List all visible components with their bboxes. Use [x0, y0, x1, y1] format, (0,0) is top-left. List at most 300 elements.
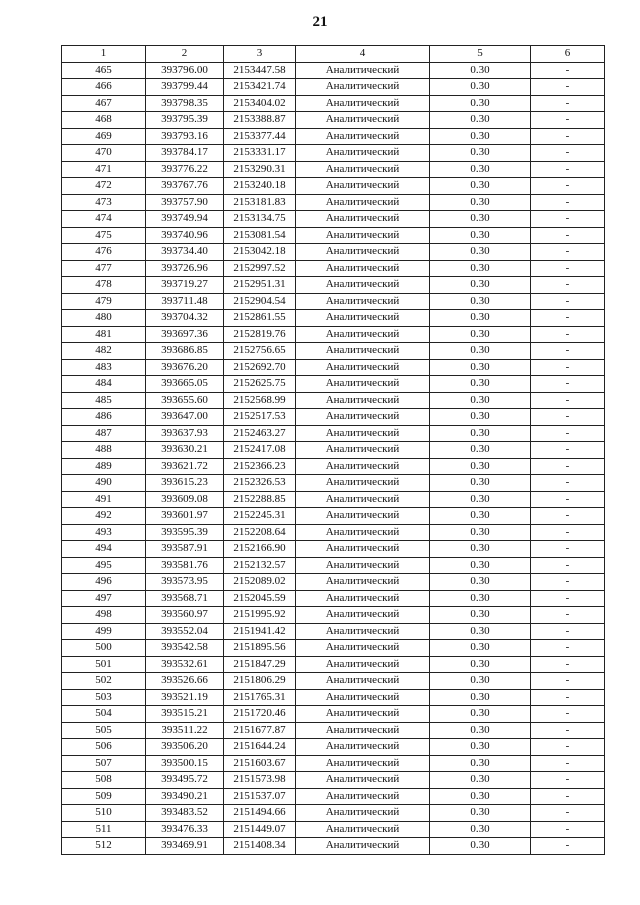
table-row	[62, 508, 605, 525]
method-cell: Аналитический	[296, 293, 430, 310]
y-coordinate-cell: 2151408.34	[224, 838, 296, 855]
method-cell: Аналитический	[296, 772, 430, 789]
point-number-cell: 488	[62, 442, 146, 459]
accuracy-cell: 0.30	[430, 260, 531, 277]
point-number-cell: 509	[62, 788, 146, 805]
accuracy-cell: 0.30	[430, 112, 531, 129]
accuracy-cell: 0.30	[430, 277, 531, 294]
point-number-cell: 499	[62, 623, 146, 640]
y-coordinate-cell: 2152166.90	[224, 541, 296, 558]
point-number-cell: 506	[62, 739, 146, 756]
table-row	[62, 326, 605, 343]
x-coordinate-cell: 393511.22	[146, 722, 224, 739]
accuracy-cell: 0.30	[430, 145, 531, 162]
x-coordinate-cell: 393740.96	[146, 227, 224, 244]
x-coordinate-cell: 393552.04	[146, 623, 224, 640]
column-header-3: 3	[224, 46, 296, 63]
y-coordinate-cell: 2153081.54	[224, 227, 296, 244]
x-coordinate-cell: 393767.76	[146, 178, 224, 195]
method-cell: Аналитический	[296, 491, 430, 508]
accuracy-cell: 0.30	[430, 755, 531, 772]
note-cell: -	[531, 557, 605, 574]
y-coordinate-cell: 2152045.59	[224, 590, 296, 607]
method-cell: Аналитический	[296, 475, 430, 492]
accuracy-cell: 0.30	[430, 673, 531, 690]
method-cell: Аналитический	[296, 508, 430, 525]
y-coordinate-cell: 2152517.53	[224, 409, 296, 426]
accuracy-cell: 0.30	[430, 524, 531, 541]
column-header-2: 2	[146, 46, 224, 63]
accuracy-cell: 0.30	[430, 772, 531, 789]
y-coordinate-cell: 2151644.24	[224, 739, 296, 756]
x-coordinate-cell: 393726.96	[146, 260, 224, 277]
y-coordinate-cell: 2153042.18	[224, 244, 296, 261]
x-coordinate-cell: 393704.32	[146, 310, 224, 327]
accuracy-cell: 0.30	[430, 508, 531, 525]
method-cell: Аналитический	[296, 326, 430, 343]
method-cell: Аналитический	[296, 838, 430, 855]
point-number-cell: 484	[62, 376, 146, 393]
point-number-cell: 482	[62, 343, 146, 360]
method-cell: Аналитический	[296, 640, 430, 657]
note-cell: -	[531, 211, 605, 228]
method-cell: Аналитический	[296, 623, 430, 640]
accuracy-cell: 0.30	[430, 838, 531, 855]
y-coordinate-cell: 2153331.17	[224, 145, 296, 162]
point-number-cell: 502	[62, 673, 146, 690]
point-number-cell: 508	[62, 772, 146, 789]
point-number-cell: 483	[62, 359, 146, 376]
accuracy-cell: 0.30	[430, 310, 531, 327]
table-row	[62, 475, 605, 492]
method-cell: Аналитический	[296, 95, 430, 112]
y-coordinate-cell: 2151494.66	[224, 805, 296, 822]
note-cell: -	[531, 623, 605, 640]
note-cell: -	[531, 722, 605, 739]
method-cell: Аналитический	[296, 112, 430, 129]
method-cell: Аналитический	[296, 227, 430, 244]
table-row	[62, 557, 605, 574]
note-cell: -	[531, 508, 605, 525]
table-row	[62, 524, 605, 541]
note-cell: -	[531, 343, 605, 360]
y-coordinate-cell: 2151537.07	[224, 788, 296, 805]
y-coordinate-cell: 2152997.52	[224, 260, 296, 277]
method-cell: Аналитический	[296, 788, 430, 805]
x-coordinate-cell: 393795.39	[146, 112, 224, 129]
point-number-cell: 468	[62, 112, 146, 129]
y-coordinate-cell: 2151995.92	[224, 607, 296, 624]
point-number-cell: 503	[62, 689, 146, 706]
note-cell: -	[531, 755, 605, 772]
point-number-cell: 493	[62, 524, 146, 541]
accuracy-cell: 0.30	[430, 722, 531, 739]
point-number-cell: 504	[62, 706, 146, 723]
method-cell: Аналитический	[296, 607, 430, 624]
accuracy-cell: 0.30	[430, 706, 531, 723]
table-row	[62, 607, 605, 624]
method-cell: Аналитический	[296, 425, 430, 442]
x-coordinate-cell: 393515.21	[146, 706, 224, 723]
y-coordinate-cell: 2152861.55	[224, 310, 296, 327]
accuracy-cell: 0.30	[430, 821, 531, 838]
table-row	[62, 128, 605, 145]
accuracy-cell: 0.30	[430, 574, 531, 591]
y-coordinate-cell: 2152417.08	[224, 442, 296, 459]
y-coordinate-cell: 2153181.83	[224, 194, 296, 211]
note-cell: -	[531, 739, 605, 756]
table-row	[62, 772, 605, 789]
x-coordinate-cell: 393595.39	[146, 524, 224, 541]
table-row	[62, 574, 605, 591]
accuracy-cell: 0.30	[430, 805, 531, 822]
method-cell: Аналитический	[296, 541, 430, 558]
point-number-cell: 512	[62, 838, 146, 855]
y-coordinate-cell: 2152904.54	[224, 293, 296, 310]
method-cell: Аналитический	[296, 244, 430, 261]
point-number-cell: 494	[62, 541, 146, 558]
method-cell: Аналитический	[296, 458, 430, 475]
method-cell: Аналитический	[296, 79, 430, 96]
x-coordinate-cell: 393532.61	[146, 656, 224, 673]
note-cell: -	[531, 524, 605, 541]
y-coordinate-cell: 2151449.07	[224, 821, 296, 838]
point-number-cell: 487	[62, 425, 146, 442]
note-cell: -	[531, 194, 605, 211]
x-coordinate-cell: 393483.52	[146, 805, 224, 822]
accuracy-cell: 0.30	[430, 491, 531, 508]
x-coordinate-cell: 393615.23	[146, 475, 224, 492]
note-cell: -	[531, 772, 605, 789]
accuracy-cell: 0.30	[430, 293, 531, 310]
accuracy-cell: 0.30	[430, 541, 531, 558]
y-coordinate-cell: 2153421.74	[224, 79, 296, 96]
point-number-cell: 478	[62, 277, 146, 294]
accuracy-cell: 0.30	[430, 409, 531, 426]
point-number-cell: 496	[62, 574, 146, 591]
point-number-cell: 475	[62, 227, 146, 244]
note-cell: -	[531, 788, 605, 805]
note-cell: -	[531, 392, 605, 409]
page-number: 21	[312, 14, 328, 30]
point-number-cell: 510	[62, 805, 146, 822]
x-coordinate-cell: 393784.17	[146, 145, 224, 162]
point-number-cell: 498	[62, 607, 146, 624]
y-coordinate-cell: 2151895.56	[224, 640, 296, 657]
note-cell: -	[531, 838, 605, 855]
method-cell: Аналитический	[296, 689, 430, 706]
y-coordinate-cell: 2153240.18	[224, 178, 296, 195]
table-row	[62, 722, 605, 739]
accuracy-cell: 0.30	[430, 656, 531, 673]
method-cell: Аналитический	[296, 343, 430, 360]
note-cell: -	[531, 673, 605, 690]
table-row	[62, 277, 605, 294]
method-cell: Аналитический	[296, 557, 430, 574]
point-number-cell: 477	[62, 260, 146, 277]
y-coordinate-cell: 2151847.29	[224, 656, 296, 673]
column-header-1: 1	[62, 46, 146, 63]
accuracy-cell: 0.30	[430, 607, 531, 624]
table-row	[62, 689, 605, 706]
note-cell: -	[531, 112, 605, 129]
x-coordinate-cell: 393711.48	[146, 293, 224, 310]
point-number-cell: 491	[62, 491, 146, 508]
table-row	[62, 194, 605, 211]
method-cell: Аналитический	[296, 739, 430, 756]
accuracy-cell: 0.30	[430, 211, 531, 228]
x-coordinate-cell: 393573.95	[146, 574, 224, 591]
point-number-cell: 489	[62, 458, 146, 475]
x-coordinate-cell: 393757.90	[146, 194, 224, 211]
method-cell: Аналитический	[296, 62, 430, 79]
point-number-cell: 472	[62, 178, 146, 195]
y-coordinate-cell: 2151720.46	[224, 706, 296, 723]
method-cell: Аналитический	[296, 524, 430, 541]
note-cell: -	[531, 326, 605, 343]
point-number-cell: 485	[62, 392, 146, 409]
x-coordinate-cell: 393749.94	[146, 211, 224, 228]
method-cell: Аналитический	[296, 211, 430, 228]
accuracy-cell: 0.30	[430, 62, 531, 79]
method-cell: Аналитический	[296, 178, 430, 195]
table-row	[62, 656, 605, 673]
x-coordinate-cell: 393500.15	[146, 755, 224, 772]
accuracy-cell: 0.30	[430, 161, 531, 178]
table-row	[62, 95, 605, 112]
method-cell: Аналитический	[296, 805, 430, 822]
note-cell: -	[531, 640, 605, 657]
note-cell: -	[531, 689, 605, 706]
table-row	[62, 458, 605, 475]
x-coordinate-cell: 393665.05	[146, 376, 224, 393]
x-coordinate-cell: 393630.21	[146, 442, 224, 459]
y-coordinate-cell: 2152245.31	[224, 508, 296, 525]
point-number-cell: 476	[62, 244, 146, 261]
y-coordinate-cell: 2152692.70	[224, 359, 296, 376]
method-cell: Аналитический	[296, 128, 430, 145]
x-coordinate-cell: 393798.35	[146, 95, 224, 112]
table-row	[62, 755, 605, 772]
note-cell: -	[531, 409, 605, 426]
x-coordinate-cell: 393796.00	[146, 62, 224, 79]
x-coordinate-cell: 393469.91	[146, 838, 224, 855]
point-number-cell: 481	[62, 326, 146, 343]
point-number-cell: 511	[62, 821, 146, 838]
y-coordinate-cell: 2153290.31	[224, 161, 296, 178]
accuracy-cell: 0.30	[430, 326, 531, 343]
accuracy-cell: 0.30	[430, 128, 531, 145]
method-cell: Аналитический	[296, 310, 430, 327]
table-row	[62, 673, 605, 690]
x-coordinate-cell: 393676.20	[146, 359, 224, 376]
accuracy-cell: 0.30	[430, 689, 531, 706]
method-cell: Аналитический	[296, 656, 430, 673]
point-number-cell: 470	[62, 145, 146, 162]
note-cell: -	[531, 376, 605, 393]
accuracy-cell: 0.30	[430, 442, 531, 459]
point-number-cell: 465	[62, 62, 146, 79]
note-cell: -	[531, 458, 605, 475]
table-row	[62, 178, 605, 195]
y-coordinate-cell: 2151765.31	[224, 689, 296, 706]
point-number-cell: 501	[62, 656, 146, 673]
x-coordinate-cell: 393697.36	[146, 326, 224, 343]
note-cell: -	[531, 491, 605, 508]
accuracy-cell: 0.30	[430, 475, 531, 492]
note-cell: -	[531, 227, 605, 244]
x-coordinate-cell: 393609.08	[146, 491, 224, 508]
accuracy-cell: 0.30	[430, 623, 531, 640]
method-cell: Аналитический	[296, 392, 430, 409]
note-cell: -	[531, 79, 605, 96]
method-cell: Аналитический	[296, 706, 430, 723]
x-coordinate-cell: 393799.44	[146, 79, 224, 96]
note-cell: -	[531, 260, 605, 277]
y-coordinate-cell: 2152819.76	[224, 326, 296, 343]
table-row	[62, 838, 605, 855]
y-coordinate-cell: 2153404.02	[224, 95, 296, 112]
y-coordinate-cell: 2152568.99	[224, 392, 296, 409]
x-coordinate-cell: 393734.40	[146, 244, 224, 261]
accuracy-cell: 0.30	[430, 343, 531, 360]
point-number-cell: 473	[62, 194, 146, 211]
y-coordinate-cell: 2152132.57	[224, 557, 296, 574]
accuracy-cell: 0.30	[430, 227, 531, 244]
x-coordinate-cell: 393655.60	[146, 392, 224, 409]
column-header-6: 6	[531, 46, 605, 63]
x-coordinate-cell: 393719.27	[146, 277, 224, 294]
table-row	[62, 491, 605, 508]
point-number-cell: 479	[62, 293, 146, 310]
accuracy-cell: 0.30	[430, 95, 531, 112]
note-cell: -	[531, 590, 605, 607]
table-row	[62, 359, 605, 376]
method-cell: Аналитический	[296, 442, 430, 459]
note-cell: -	[531, 310, 605, 327]
table-row	[62, 145, 605, 162]
x-coordinate-cell: 393793.16	[146, 128, 224, 145]
table-row	[62, 293, 605, 310]
x-coordinate-cell: 393587.91	[146, 541, 224, 558]
coordinates-table	[61, 45, 605, 855]
accuracy-cell: 0.30	[430, 376, 531, 393]
table-body	[62, 62, 605, 854]
table-row	[62, 62, 605, 79]
x-coordinate-cell: 393568.71	[146, 590, 224, 607]
note-cell: -	[531, 293, 605, 310]
x-coordinate-cell: 393542.58	[146, 640, 224, 657]
table-row	[62, 79, 605, 96]
method-cell: Аналитический	[296, 359, 430, 376]
point-number-cell: 495	[62, 557, 146, 574]
method-cell: Аналитический	[296, 574, 430, 591]
table-row	[62, 227, 605, 244]
note-cell: -	[531, 62, 605, 79]
table-row	[62, 739, 605, 756]
table-row	[62, 211, 605, 228]
method-cell: Аналитический	[296, 722, 430, 739]
accuracy-cell: 0.30	[430, 590, 531, 607]
x-coordinate-cell: 393601.97	[146, 508, 224, 525]
accuracy-cell: 0.30	[430, 392, 531, 409]
y-coordinate-cell: 2151806.29	[224, 673, 296, 690]
table-row	[62, 244, 605, 261]
note-cell: -	[531, 145, 605, 162]
accuracy-cell: 0.30	[430, 244, 531, 261]
table-row	[62, 310, 605, 327]
point-number-cell: 507	[62, 755, 146, 772]
y-coordinate-cell: 2152756.65	[224, 343, 296, 360]
point-number-cell: 466	[62, 79, 146, 96]
note-cell: -	[531, 95, 605, 112]
note-cell: -	[531, 805, 605, 822]
table-row	[62, 392, 605, 409]
table-row	[62, 425, 605, 442]
table-row	[62, 623, 605, 640]
y-coordinate-cell: 2153134.75	[224, 211, 296, 228]
x-coordinate-cell: 393581.76	[146, 557, 224, 574]
table-row	[62, 805, 605, 822]
column-header-4: 4	[296, 46, 430, 63]
table-row	[62, 640, 605, 657]
method-cell: Аналитический	[296, 260, 430, 277]
point-number-cell: 480	[62, 310, 146, 327]
table-row	[62, 260, 605, 277]
table-row	[62, 442, 605, 459]
method-cell: Аналитический	[296, 673, 430, 690]
note-cell: -	[531, 244, 605, 261]
method-cell: Аналитический	[296, 194, 430, 211]
note-cell: -	[531, 656, 605, 673]
note-cell: -	[531, 541, 605, 558]
x-coordinate-cell: 393637.93	[146, 425, 224, 442]
method-cell: Аналитический	[296, 161, 430, 178]
accuracy-cell: 0.30	[430, 788, 531, 805]
accuracy-cell: 0.30	[430, 739, 531, 756]
method-cell: Аналитический	[296, 376, 430, 393]
x-coordinate-cell: 393526.66	[146, 673, 224, 690]
x-coordinate-cell: 393476.33	[146, 821, 224, 838]
note-cell: -	[531, 706, 605, 723]
x-coordinate-cell: 393621.72	[146, 458, 224, 475]
point-number-cell: 490	[62, 475, 146, 492]
method-cell: Аналитический	[296, 409, 430, 426]
table-header-row	[62, 46, 605, 63]
note-cell: -	[531, 359, 605, 376]
x-coordinate-cell: 393647.00	[146, 409, 224, 426]
point-number-cell: 469	[62, 128, 146, 145]
table-row	[62, 590, 605, 607]
accuracy-cell: 0.30	[430, 359, 531, 376]
y-coordinate-cell: 2152326.53	[224, 475, 296, 492]
x-coordinate-cell: 393776.22	[146, 161, 224, 178]
column-header-5: 5	[430, 46, 531, 63]
note-cell: -	[531, 574, 605, 591]
point-number-cell: 492	[62, 508, 146, 525]
table-row	[62, 788, 605, 805]
table-row	[62, 112, 605, 129]
note-cell: -	[531, 425, 605, 442]
y-coordinate-cell: 2151603.67	[224, 755, 296, 772]
note-cell: -	[531, 161, 605, 178]
accuracy-cell: 0.30	[430, 458, 531, 475]
method-cell: Аналитический	[296, 755, 430, 772]
note-cell: -	[531, 821, 605, 838]
y-coordinate-cell: 2151677.87	[224, 722, 296, 739]
x-coordinate-cell: 393490.21	[146, 788, 224, 805]
y-coordinate-cell: 2152463.27	[224, 425, 296, 442]
